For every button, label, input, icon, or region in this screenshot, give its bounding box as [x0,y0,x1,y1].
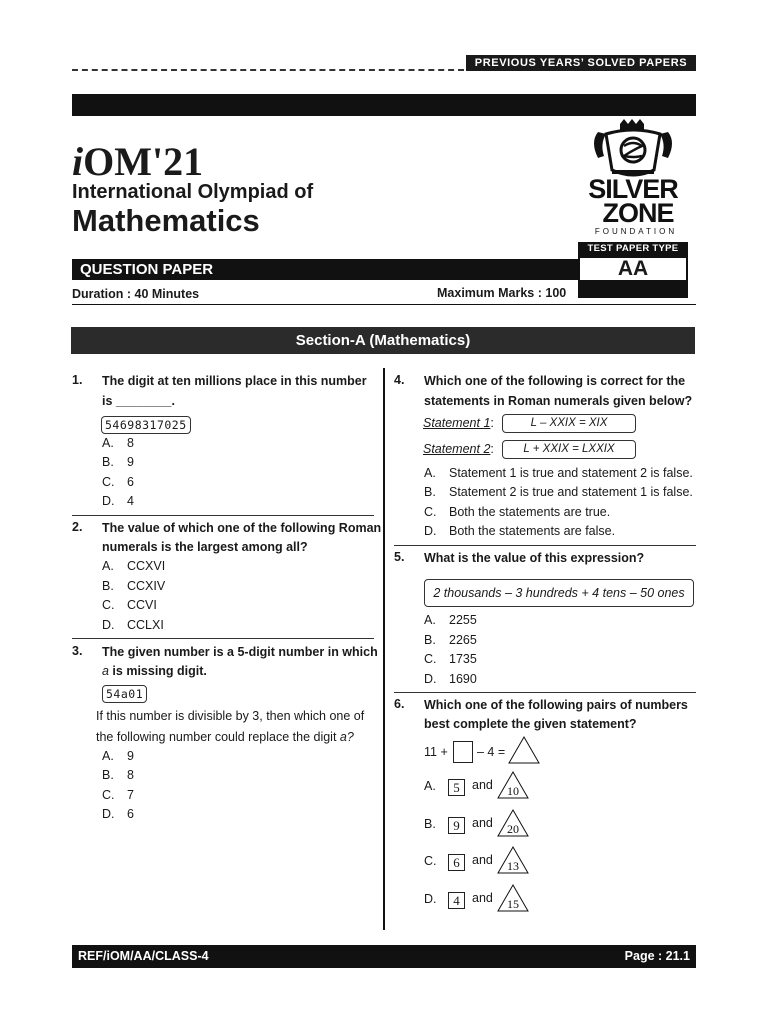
option-text: 6 [127,475,134,489]
q5-option-a [424,611,477,631]
option-letter: B. [424,485,436,499]
q6-option-b-square: 9 [448,817,465,834]
q6-text-2: best complete the given statement? [424,717,637,731]
q2-option-c [102,596,157,616]
option-letter: D. [102,807,115,821]
q2-number: 2. [72,520,83,534]
option-text: 2265 [449,633,477,647]
q4-statement-2-label [423,440,494,458]
org-line-2: Mathematics [72,203,260,238]
option-text: CCVI [127,598,157,612]
exam-title [72,140,203,184]
footer-page: Page : 21.1 [624,949,690,963]
q1-option-b [102,453,134,473]
logo-text-silver: SILVER [588,174,678,204]
q4-text-1: Which one of the following is correct for the [424,374,686,388]
q4-statement-2: L + XXIX = LXXIX [502,440,636,459]
q6-text-1: Which one of the following pairs of numbers [424,698,688,712]
option-text: CCXIV [127,579,166,593]
option-letter: D. [102,494,115,508]
triangle-value: 20 [507,822,519,836]
option-text: 7 [127,788,134,802]
option-letter: D. [424,672,437,686]
q4-option-a [424,464,693,484]
q6-option-c-square: 6 [448,854,465,871]
q1-number-box: 54698317025 [101,416,191,434]
max-marks: Maximum Marks : 100 [437,286,567,300]
q5-option-c [424,650,477,670]
option-text: CCLXI [127,618,164,632]
q3-number: 3. [72,644,83,658]
q2-option-a [102,557,165,577]
q6-option-b-and: and [472,816,493,830]
q6-option-b-letter: B. [424,817,436,831]
q6-option-a-and: and [472,778,493,792]
q6-option-c-triangle [497,846,529,874]
q6-option-c-and: and [472,853,493,867]
q6-eq-triangle [508,736,540,764]
q6-option-a-triangle [497,771,529,799]
option-letter: D. [424,524,437,538]
q3-option-c [102,786,134,806]
q6-option-b-triangle [497,809,529,837]
option-letter: D. [102,618,115,632]
test-paper-type-label: TEST PAPER TYPE [578,242,688,256]
q6-option-d-and: and [472,891,493,905]
q6-eq-square [453,741,473,763]
option-letter: A. [102,436,114,450]
option-text: Both the statements are true. [449,505,611,519]
q1-option-a [102,434,134,454]
series-badge: PREVIOUS YEARS’ SOLVED PAPERS [466,55,696,71]
q3-option-b [102,766,134,786]
colon: : [490,442,494,456]
q-divider [72,515,374,516]
q6-option-a-letter: A. [424,779,436,793]
section-title: Section-A (Mathematics) [71,327,695,354]
statement-label: Statement 2 [423,442,491,456]
triangle-value: 10 [507,784,519,798]
q4-option-b [424,483,693,503]
option-letter: A. [102,559,114,573]
q3-text-2-rest: is missing digit. [108,664,207,678]
q5-expression-box: 2 thousands – 3 hundreds + 4 tens – 50 ones [424,579,694,607]
q-divider [394,545,696,546]
q6-option-d-square: 4 [448,892,465,909]
q3-option-a [102,747,134,767]
silverzone-logo-icon [576,118,690,238]
option-letter: C. [424,652,437,666]
option-text: 8 [127,768,134,782]
q6-option-a-square: 5 [448,779,465,796]
option-text: 1690 [449,672,477,686]
option-letter: B. [102,455,114,469]
test-paper-type-underbar [578,282,688,298]
q3-body-2 [96,728,354,748]
dashed-rule [72,69,464,71]
q4-number: 4. [394,373,405,387]
q6-number: 6. [394,697,405,711]
triangle-value: 15 [507,897,519,911]
option-text: 8 [127,436,134,450]
logo-text-foundation: FOUNDATION [594,227,678,236]
option-text: 6 [127,807,134,821]
duration: Duration : 40 Minutes [72,287,200,301]
q5-text-1: What is the value of this expression? [424,551,645,565]
option-letter: C. [102,788,115,802]
q3-option-d [102,805,134,825]
exam-title-prefix: i [72,139,84,184]
q2-text-1: The value of which one of the following Roman [102,521,382,535]
column-divider [383,368,385,930]
option-letter: A. [102,749,114,763]
triangle-value: 13 [507,859,519,873]
q4-statement-1: L – XXIX = XIX [502,414,636,433]
q6-option-d-letter: D. [424,892,437,906]
statement-label: Statement 1 [423,416,491,430]
q4-text-2: statements in Roman numerals given below? [424,394,693,408]
option-text: 1735 [449,652,477,666]
option-text: 2255 [449,613,477,627]
q5-option-d [424,670,477,690]
q4-statement-1-label [423,414,494,432]
option-letter: C. [102,598,115,612]
q2-option-b [102,577,165,597]
q-divider [72,638,374,639]
test-paper-type: AA [578,256,688,282]
question-paper-bar: QUESTION PAPER [72,259,578,280]
option-text: Statement 1 is true and statement 2 is false. [449,466,693,480]
option-text: 9 [127,455,134,469]
header-bar [72,94,696,116]
q1-option-d [102,492,134,512]
footer-ref: REF/iOM/AA/CLASS-4 [78,949,209,963]
option-text: CCXVI [127,559,166,573]
q1-text-1: The digit at ten millions place in this number [102,374,367,388]
option-text: 4 [127,494,134,508]
option-text: Both the statements are false. [449,524,616,538]
q6-option-d-triangle [497,884,529,912]
logo-text-zone: ZONE [602,198,674,228]
option-letter: B. [424,633,436,647]
q5-number: 5. [394,550,405,564]
q3-body-1: If this number is divisible by 3, then which one of [96,709,365,723]
q4-option-d [424,522,615,542]
q3-text-2 [102,662,207,682]
option-letter: B. [102,768,114,782]
header-rule [72,304,696,305]
q1-option-c [102,473,134,493]
q1-number: 1. [72,373,83,387]
q-divider [394,692,696,693]
option-text: Statement 2 is true and statement 1 is false. [449,485,693,499]
q3-body-2-text: the following number could replace the digit [96,730,340,744]
q1-text-2: is ________. [102,394,175,408]
q6-eq-left: 11 + [424,745,448,759]
option-text: 9 [127,749,134,763]
q4-option-c [424,503,610,523]
option-letter: A. [424,613,436,627]
q3-body-2-var: a? [339,730,354,744]
q3-number-box: 54a01 [102,685,147,703]
q2-text-2: numerals is the largest among all? [102,540,308,554]
option-letter: B. [102,579,114,593]
q3-text-1: The given number is a 5-digit number in which [102,645,378,659]
org-line-1: International Olympiad of [72,181,314,203]
option-letter: C. [102,475,115,489]
option-letter: C. [424,505,437,519]
page-footer [72,945,696,968]
exam-title-name: OM'21 [83,139,204,184]
q3-variable: a [102,664,109,678]
q2-option-d [102,616,164,636]
q6-eq-mid: – 4 = [477,745,506,759]
q6-option-c-letter: C. [424,854,437,868]
option-letter: A. [424,466,436,480]
q5-option-b [424,631,477,651]
colon: : [490,416,494,430]
